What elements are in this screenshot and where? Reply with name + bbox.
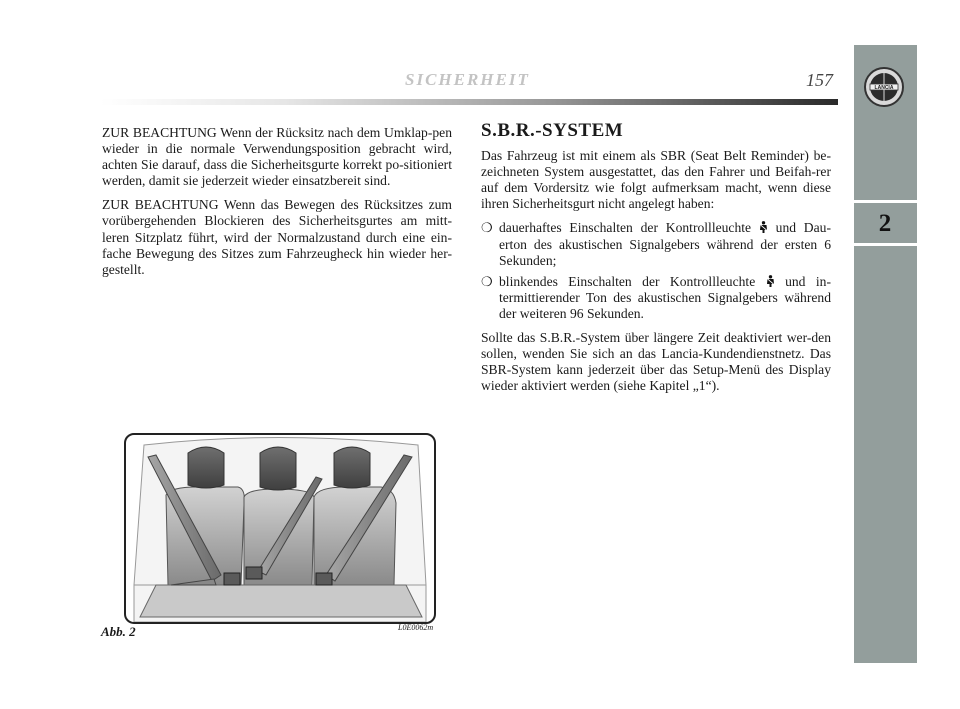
figure-code: L0E0062m (398, 623, 434, 632)
note-paragraph: ZUR BEACHTUNG Wenn das Bewegen des Rücksitzes zum vorübergehenden Blockieren des Sicherheitsgurtes am mitt-leren Sitzplatz führt, wird der Normalzustand durch eine ein-fache Bewegung des Sitzes zum Fahrzeugheck hin wieder her-gestellt. (102, 197, 452, 277)
bullet-text-start: blinkendes Einschalten der Kontrollleuchte (499, 273, 756, 289)
tab-divider (854, 200, 917, 203)
bullet-text-start: dauerhaftes Einschalten der Kontrollleuchte (499, 220, 752, 236)
page-number: 157 (806, 70, 833, 90)
bullet-text-end: und in-termittierender Ton des akustischen Signalgebers während der weiteren 96 Sekunden. (499, 273, 831, 321)
closing-paragraph: Sollte das S.B.R.-System über längere Zeit deaktiviert wer-den sollen, wenden Sie sich an das Lancia-Kundendienstnetz. Das SBR-System kann jederzeit über das Setup-Menü des Display wieder aktiviert werden (siehe Kapitel „1“). (481, 330, 831, 394)
figure-caption: Abb. 2 (101, 624, 136, 639)
lancia-logo-icon (863, 66, 905, 108)
right-column (481, 120, 831, 402)
section-title: SICHERHEIT (405, 70, 530, 89)
buckle-center (246, 567, 262, 579)
note-paragraph: ZUR BEACHTUNG Wenn der Rücksitz nach dem Umklap-pen wieder in die normale Verwendungsposition gebracht wird, achten Sie darauf, dass die Sicherheitsgurte korrekt po-sitioniert werden, damit sie jederzeit wieder einsatzbereit sind. (102, 125, 452, 189)
seat-cushion (140, 585, 422, 617)
list-item (481, 274, 831, 322)
bullet-text-end: und Dau-erton des akustischen Signalgebers während der ersten 6 Sekunden; (499, 220, 831, 268)
bullet-marker: ❍ (481, 220, 493, 236)
headrest-center (260, 447, 296, 490)
tab-divider (854, 243, 917, 246)
buckle-right (316, 573, 332, 585)
seatbelt-warning-icon (766, 275, 775, 287)
rear-seat-illustration (124, 433, 436, 624)
buckle-left (224, 573, 240, 585)
seatbelt-warning-icon (759, 221, 768, 233)
section-heading: S.B.R.-SYSTEM (481, 120, 624, 141)
left-column (102, 125, 452, 286)
headrest-right (334, 447, 370, 488)
rear-seatbelts-drawing (126, 435, 434, 622)
bullet-marker: ❍ (481, 273, 493, 289)
chapter-number: 2 (878, 210, 892, 237)
list-item (481, 220, 831, 268)
header-rule (100, 99, 838, 105)
intro-paragraph: Das Fahrzeug ist mit einem als SBR (Seat Belt Reminder) be-zeichneten System ausgestattet, das den Fahrer und Beifah-rer auf dem Vordersitz wie folgt aufmerksam macht, wenn diese ihren Sicherheitsgurt nicht angelegt haben: (481, 148, 831, 212)
logo-text: LANCIA (874, 85, 894, 91)
chapter-side-tab (854, 45, 917, 663)
headrest-left (188, 447, 224, 488)
